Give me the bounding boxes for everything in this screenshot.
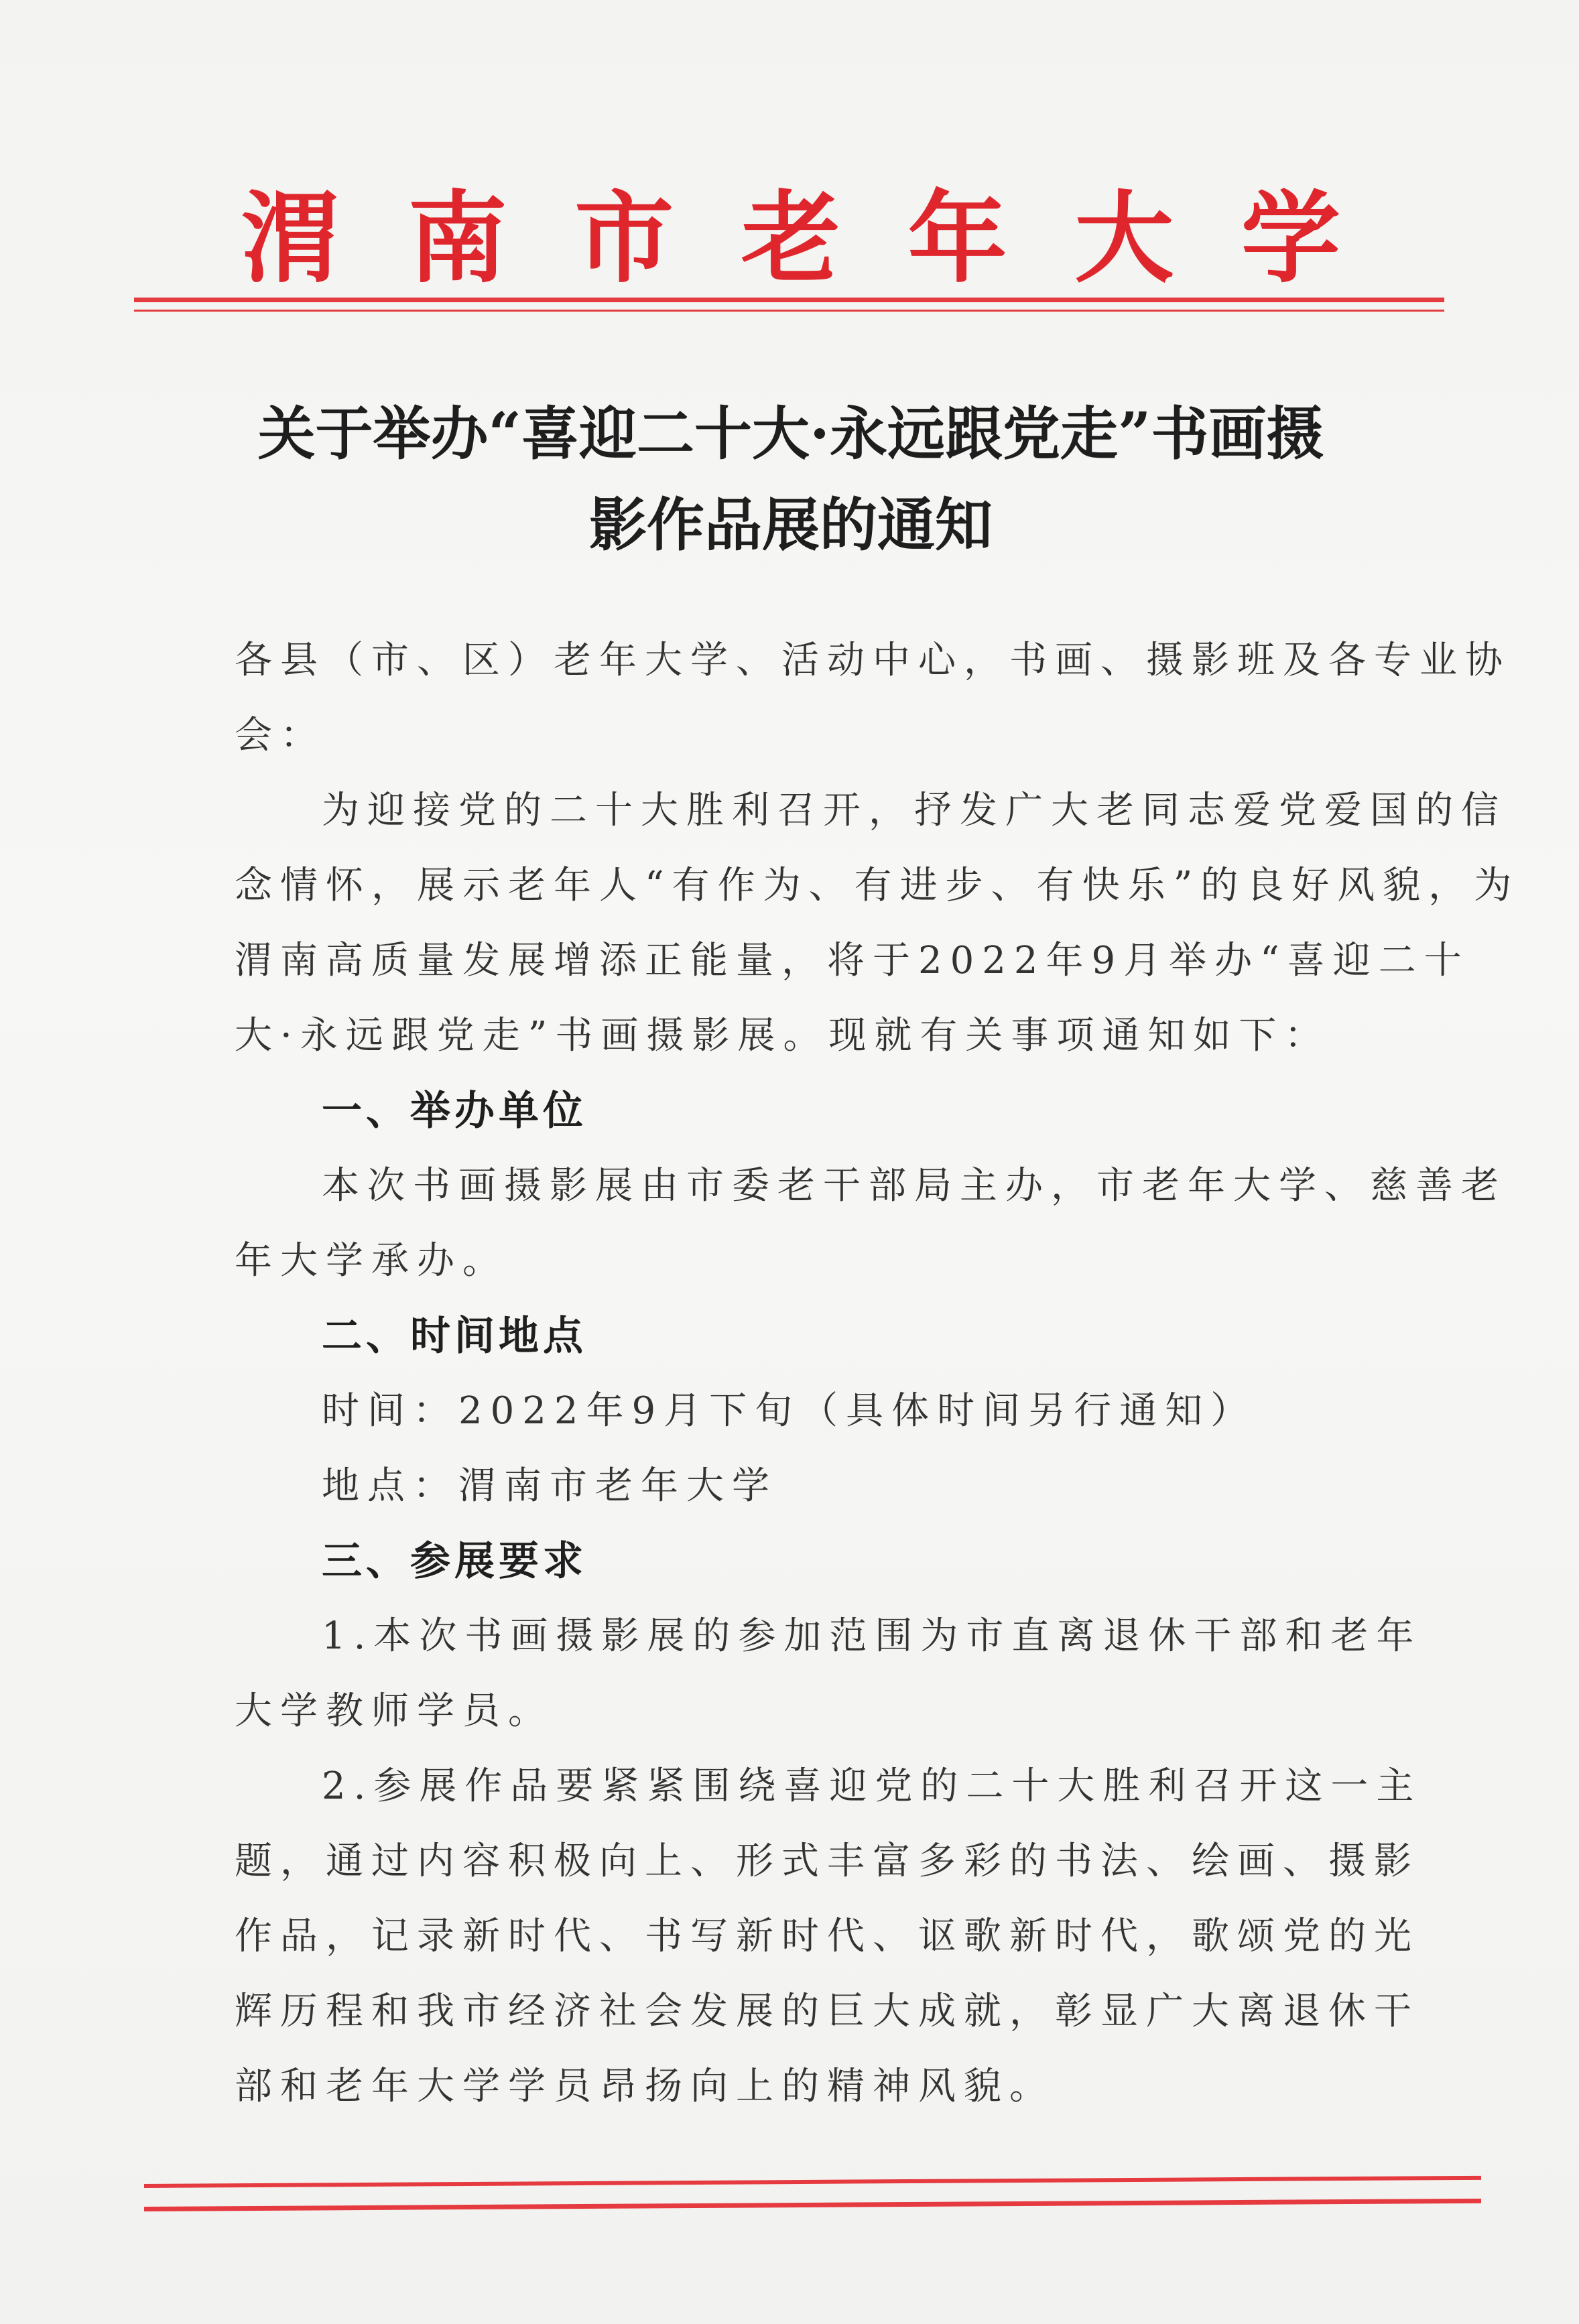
addressee-line: 各县（市、区）老年大学、活动中心，书画、摄影班及各专业协: [235, 639, 1511, 682]
issuer-header: [241, 178, 1340, 298]
intro-line: 念情怀，展示老年人“有作为、有进步、有快乐”的良好风貌，为: [235, 864, 1520, 907]
section-heading-time-place: 二、时间地点: [322, 1313, 587, 1360]
issuer-char: 市: [574, 180, 674, 296]
issuer-char: 老: [741, 180, 840, 296]
requirement-line: 题，通过内容积极向上、形式丰富多彩的书法、绘画、摄影: [235, 1839, 1419, 1883]
header-divider-thin: [134, 310, 1444, 312]
requirement-line: 作品，记录新时代、书写新时代、讴歌新时代，歌颂党的光: [235, 1915, 1419, 1958]
header-divider-thick: [134, 298, 1444, 302]
intro-line: 大·永远跟党走”书画摄影展。现就有关事项通知如下：: [235, 1014, 1330, 1057]
section-line: 年大学承办。: [235, 1239, 508, 1283]
document-body: [235, 623, 1520, 2124]
requirement-line: 大学教师学员。: [235, 1689, 554, 1733]
footer-divider-thin: [144, 2176, 1481, 2188]
issuer-char: 年: [907, 180, 1007, 296]
section-heading-requirements: 三、参展要求: [322, 1538, 587, 1585]
issuer-char: 大: [1074, 180, 1174, 296]
intro-line: 为迎接党的二十大胜利召开，抒发广大老同志爱党爱国的信: [322, 789, 1507, 832]
place-line: 地点：渭南市老年大学: [322, 1464, 777, 1508]
footer-divider-thick: [144, 2199, 1481, 2211]
requirement-line: 部和老年大学学员昂扬向上的精神风貌。: [235, 2065, 1055, 2108]
requirement-line: 辉历程和我市经济社会发展的巨大成就，彰显广大离退休干: [235, 1990, 1419, 2033]
requirement-line: 2.参展作品要紧紧围绕喜迎党的二十大胜利召开这一主: [322, 1764, 1422, 1808]
section-line: 本次书画摄影展由市委老干部局主办，市老年大学、慈善老: [322, 1164, 1507, 1208]
issuer-char: 南: [407, 180, 507, 296]
document-title: [201, 389, 1381, 571]
issuer-char: 渭: [241, 180, 340, 296]
title-line: 关于举办“喜迎二十大·永远跟党走”书画摄: [257, 400, 1324, 468]
issuer-char: 学: [1241, 180, 1340, 296]
intro-line: 渭南高质量发展增添正能量，将于2022年9月举办“喜迎二十: [235, 939, 1470, 982]
time-line: 时间：2022年9月下旬（具体时间另行通知）: [322, 1389, 1257, 1433]
section-heading-organizers: 一、举办单位: [322, 1088, 587, 1135]
title-line: 影作品展的通知: [589, 491, 993, 559]
requirement-line: 1.本次书画摄影展的参加范围为市直离退休干部和老年: [322, 1614, 1422, 1658]
addressee-line: 会：: [235, 714, 326, 757]
